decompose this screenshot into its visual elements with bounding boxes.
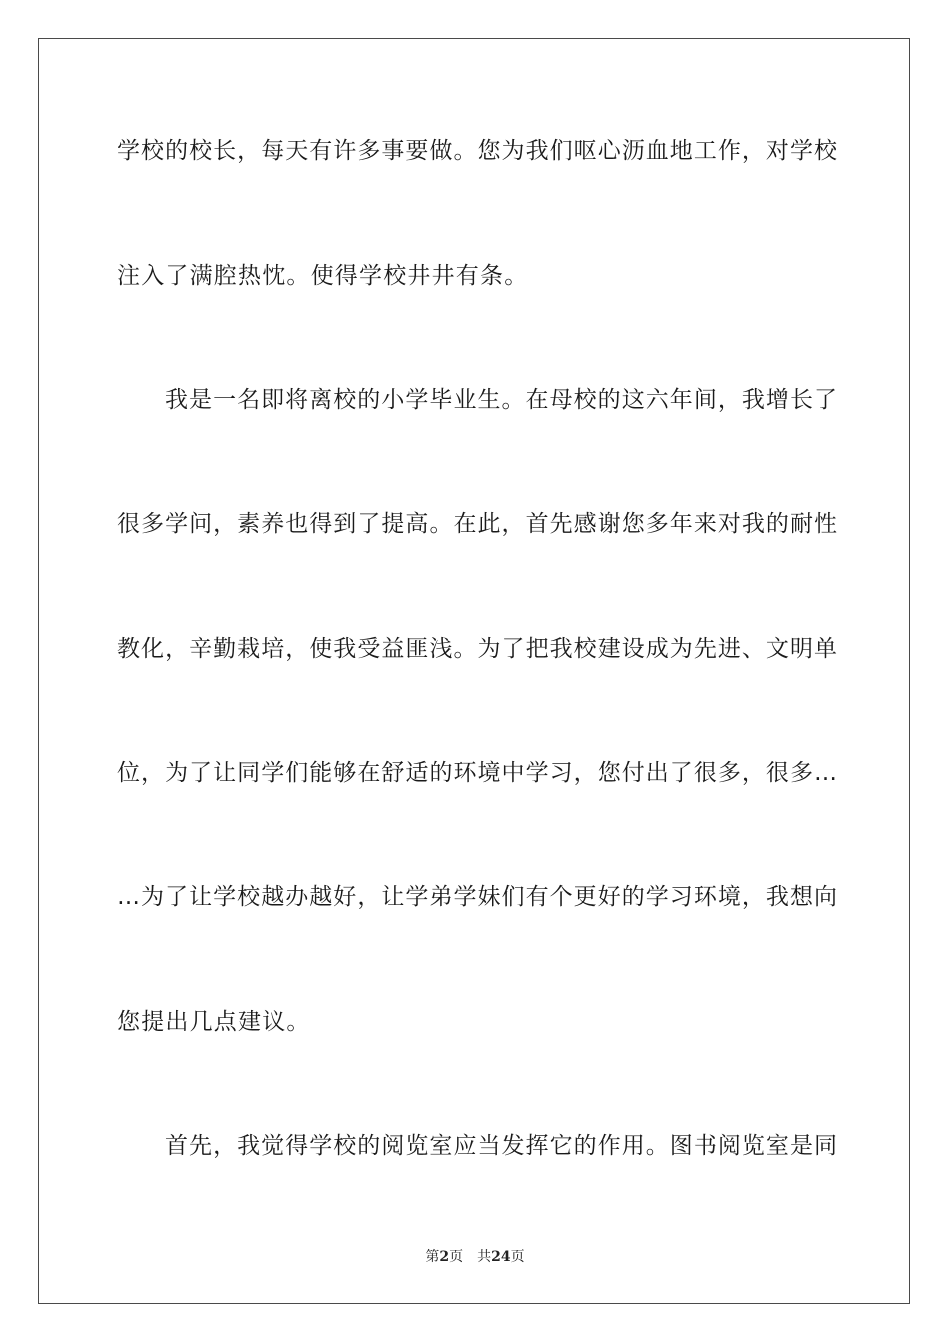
page-suffix: 页 (449, 1249, 464, 1265)
paragraph-line: 首先，我觉得学校的阅览室应当发挥它的作用。图书阅览室是同 (165, 1133, 837, 1159)
paragraph-line: 学校的校长，每天有许多事要做。您为我们呕心沥血地工作，对学校 (117, 138, 837, 164)
total-prefix: 共 (477, 1249, 492, 1265)
paragraph-line: 注入了满腔热忱。使得学校井井有条。 (117, 263, 529, 289)
paragraph-line: 我是一名即将离校的小学毕业生。在母校的这六年间，我增长了 (165, 387, 837, 413)
page-border (38, 38, 910, 1304)
paragraph-line: 很多学问，素养也得到了提高。在此，首先感谢您多年来对我的耐性 (117, 511, 837, 537)
total-suffix: 页 (510, 1249, 525, 1265)
page-footer (0, 1248, 950, 1266)
paragraph-line: 您提出几点建议。 (117, 1009, 311, 1035)
paragraph-line: 教化，辛勤栽培，使我受益匪浅。为了把我校建设成为先进、文明单 (117, 636, 837, 662)
paragraph-line: 位，为了让同学们能够在舒适的环境中学习，您付出了很多，很多… (117, 760, 837, 786)
total-pages: 24 (491, 1249, 511, 1265)
paragraph-line: …为了让学校越办越好，让学弟学妹们有个更好的学习环境，我想向 (117, 884, 837, 910)
page-prefix: 第 (425, 1249, 440, 1265)
page-number: 2 (439, 1249, 450, 1265)
